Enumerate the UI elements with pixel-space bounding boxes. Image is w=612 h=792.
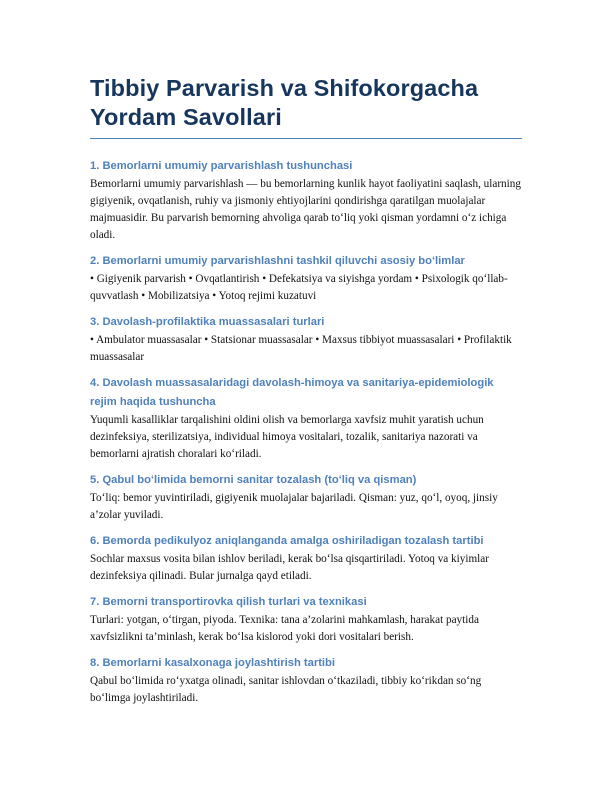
document-title: Tibbiy Parvarish va Shifokorgacha Yordam Savollari — [90, 74, 522, 139]
section-7 — [90, 593, 522, 646]
section-6 — [90, 532, 522, 585]
section-5 — [90, 471, 522, 524]
section-body: • Ambulator muassasalar • Statsionar muassasalar • Maxsus tibbiyot muassasalari • Profilaktik muassasalar — [90, 334, 512, 363]
section-body: Turlari: yotgan, o‘tirgan, piyoda. Texnika: tana a’zolarini mahkamlash, harakat paytida xavfsizlikni ta’minlash, kerak bo‘lsa kislorod yoki dori vositalari berish. — [90, 614, 479, 643]
section-2 — [90, 252, 522, 305]
section-body: • Gigiyenik parvarish • Ovqatlantirish • Defekatsiya va siyishga yordam • Psixologik qo‘llab-quvvatlash • Mobilizatsiya • Yotoq rejimi kuzatuvi — [90, 273, 508, 302]
section-heading: 4. Davolash muassasalaridagi davolash-himoya va sanitariya-epidemiologik rejim haqida tushuncha — [90, 377, 494, 408]
section-body: Qabul bo‘limida ro‘yxatga olinadi, sanitar ishlovdan o‘tkaziladi, tibbiy ko‘rikdan so‘ng bo‘limga joylashtiriladi. — [90, 675, 482, 704]
section-4 — [90, 374, 522, 463]
section-1 — [90, 157, 522, 244]
section-body: Yuqumli kasalliklar tarqalishini oldini olish va bemorlarga xavfsiz muhit yaratish uchun dezinfeksiya, sterilizatsiya, individual himoya vositalari, tozalik, sanitariya nazorati va bemorlarni ajratish choralari ko‘riladi. — [90, 414, 484, 460]
section-body: Bemorlarni umumiy parvarishlash — bu bemorlarning kunlik hayot faoliyatini saqlash, ularning gigiyenik, ovqatlanish, ruhiy va jismoniy ehtiyojlarini qondirishga qaratilgan muolajalar majmuasidir. Bu parvarish bemorning ahvoliga qarab to‘liq yoki qisman yordamni o‘z ichiga oladi. — [90, 178, 521, 241]
section-heading: 2. Bemorlarni umumiy parvarishlashni tashkil qiluvchi asosiy bo‘limlar — [90, 255, 465, 267]
section-8 — [90, 654, 522, 707]
section-heading: 8. Bemorlarni kasalxonaga joylashtirish tartibi — [90, 657, 335, 669]
document-page — [90, 74, 522, 707]
section-heading: 7. Bemorni transportirovka qilish turlari va texnikasi — [90, 596, 367, 608]
section-heading: 1. Bemorlarni umumiy parvarishlash tushunchasi — [90, 160, 353, 172]
section-body: To‘liq: bemor yuvintiriladi, gigiyenik muolajalar bajariladi. Qisman: yuz, qo‘l, oyoq, jinsiy a’zolar yuviladi. — [90, 492, 498, 521]
section-body: Sochlar maxsus vosita bilan ishlov beriladi, kerak bo‘lsa qisqartiriladi. Yotoq va kiyimlar dezinfeksiya qilinadi. Bular jurnalga qayd etiladi. — [90, 553, 489, 582]
section-heading: 6. Bemorda pedikulyoz aniqlanganda amalga oshiriladigan tozalash tartibi — [90, 535, 484, 547]
section-heading: 3. Davolash-profilaktika muassasalari turlari — [90, 316, 325, 328]
section-heading: 5. Qabul bo‘limida bemorni sanitar tozalash (to‘liq va qisman) — [90, 474, 417, 486]
section-3 — [90, 313, 522, 366]
